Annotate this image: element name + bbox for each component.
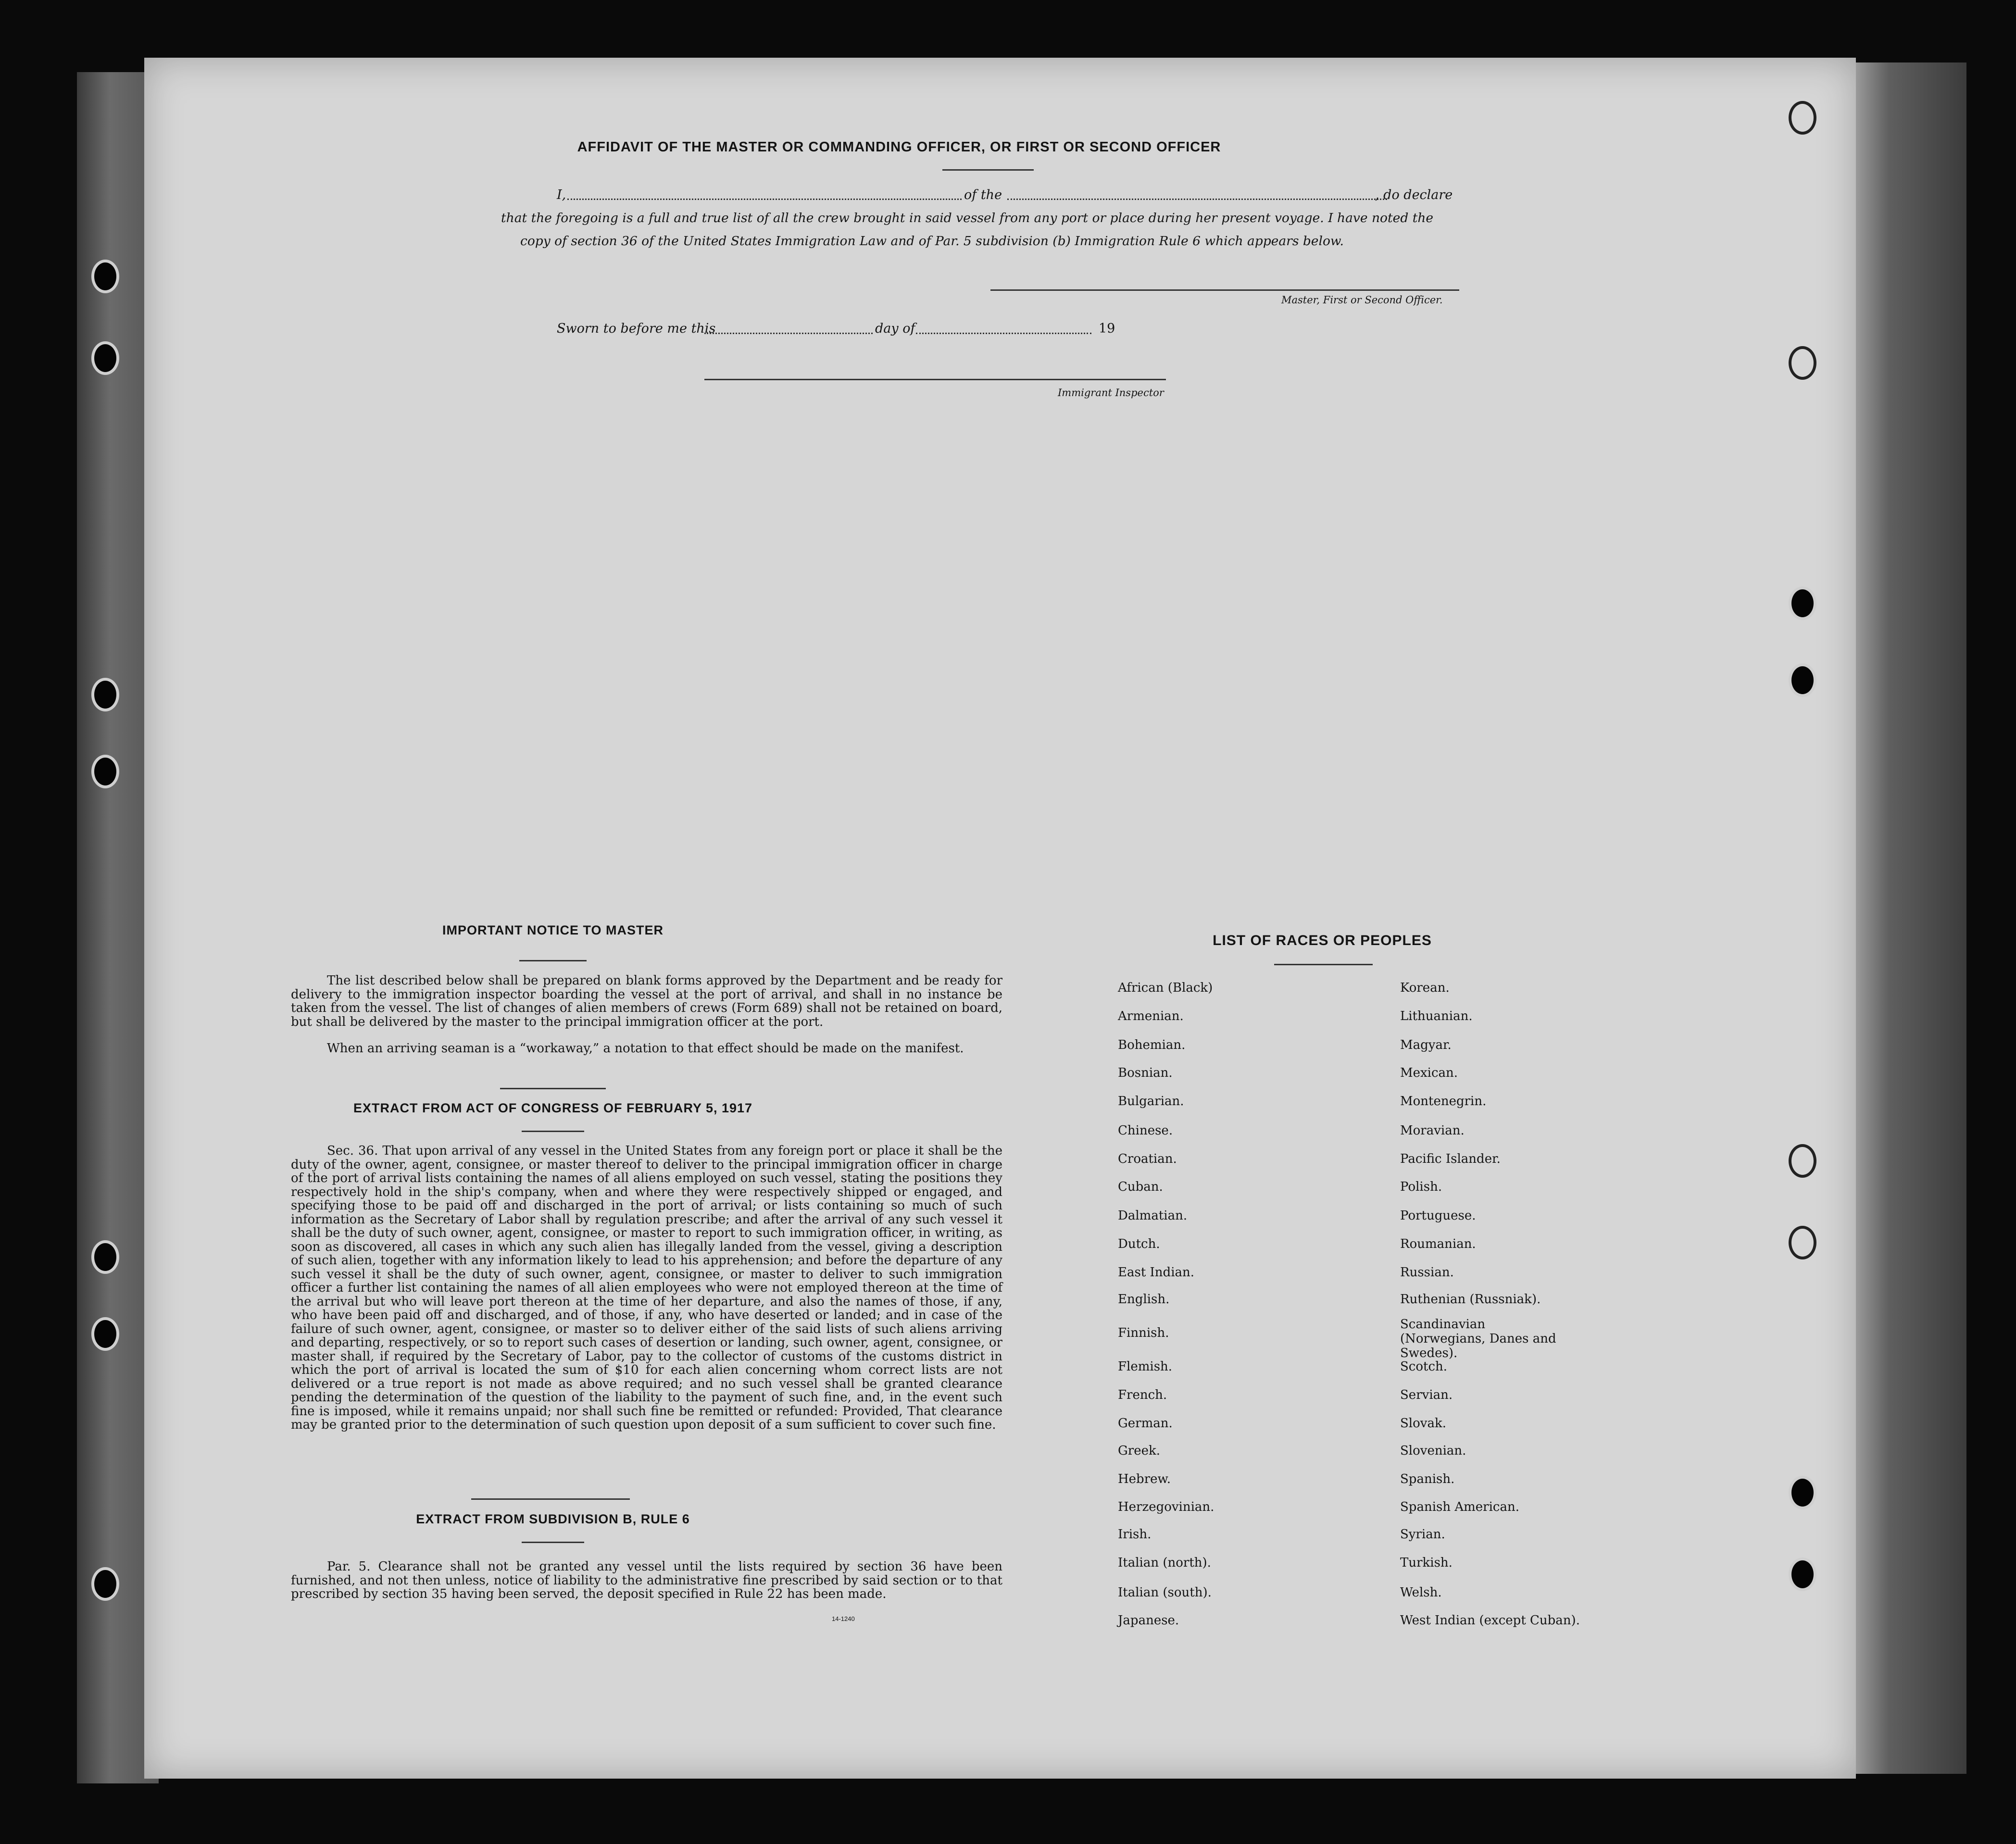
master-signature-line[interactable] [990,289,1459,291]
race-item: Cuban. [1118,1180,1163,1194]
race-item: Korean. [1400,981,1450,995]
race-item: Japanese. [1118,1613,1179,1628]
page-stack-edge [1856,62,1966,1774]
binder-hole [1789,663,1816,697]
binder-hole [1789,101,1816,135]
race-item: West Indian (except Cuban). [1400,1613,1580,1628]
race-item: Armenian. [1118,1009,1184,1023]
notice-rule [519,960,587,961]
race-item: Bosnian. [1118,1066,1173,1080]
sworn-label: Sworn to before me this [557,321,716,336]
race-item: Flemish. [1118,1359,1173,1374]
binder-hole [91,1240,119,1274]
name-blank-line[interactable] [567,199,962,200]
race-item: Portuguese. [1400,1209,1476,1223]
affidavit-title: AFFIDAVIT OF THE MASTER OR COMMANDING OFFICER, OR FIRST OR SECOND OFFICER [577,139,1221,155]
binder-hole [91,1567,119,1601]
race-item: Dutch. [1118,1237,1160,1251]
master-signature-label: Master, First or Second Officer. [1281,294,1443,306]
binder-hole [91,755,119,788]
sworn-date-blank[interactable] [704,333,873,334]
affidavit-line-3: copy of section 36 of the United States Immigration Law and of Par. 5 subdivision (b) Immigration Rule 6 which appears below. [520,234,1344,249]
race-item: Dalmatian. [1118,1209,1188,1223]
year-prefix: 19 [1099,321,1115,336]
affidavit-i-label: I, [557,187,566,202]
inspector-label: Immigrant Inspector [1058,387,1164,399]
race-item: Spanish. [1400,1472,1455,1486]
race-item: Roumanian. [1400,1237,1476,1251]
binder-hole [1789,586,1816,620]
form-number: 14-1240 [832,1615,855,1622]
rule-rule-bottom [522,1542,584,1543]
race-item: Polish. [1400,1180,1442,1194]
race-item: Italian (south). [1118,1585,1212,1600]
act-title: EXTRACT FROM ACT OF CONGRESS OF FEBRUARY 5, 1917 [353,1101,753,1115]
races-title: LIST OF RACES OR PEOPLES [1213,933,1432,948]
race-item: African (Black) [1118,981,1213,995]
act-rule-top [500,1088,606,1089]
race-item: Russian. [1400,1265,1454,1280]
race-item: French. [1118,1388,1167,1402]
race-item: Moravian. [1400,1123,1465,1138]
race-item: Lithuanian. [1400,1009,1473,1023]
notice-paragraph-1: The list described below shall be prepared on blank forms approved by the Department and be ready for delivery to the immigration inspector boarding the vessel at the port of arrival, and shall in no instance be taken from the vessel. The list of changes of alien members of crews (Form 689) shall not be retained on board, but shall be delivered by the master to the principal immigration officer at the port. [291,973,1002,1029]
act-section-36-text: Sec. 36. That upon arrival of any vessel in the United States from any foreign port or place it shall be the duty of the owner, agent, consignee, or master thereof to deliver to the principal immigration officer in charge of the port of arrival lists containing the names of all aliens employed on such vessel, stating the positions they respectively hold in the ship's company, when and where they were respectively shipped or engaged, and specifying those to be paid off and discharged in the port of arrival; or lists containing so much of such information as the Secretary of Labor shall by regulation prescribe; and after the arrival of any such vessel it shall be the duty of such owner, agent, consignee, or master to report to such immigration officer, in writing, as soon as discovered, all cases in which any such alien has illegally landed from the vessel, giving a description of such alien, together with any information likely to lead to his apprehension; and before the departure of any such vessel it shall be the duty of such owner, agent, consignee, or master to deliver to such immigration officer a further list containing the names of all alien employees who were not employed thereon at the time of the arrival but who will leave port thereon at the time of her departure, and also the names of those, if any, who have been paid off and discharged, and of those, if any, who have deserted or landed; and in case of the failure of such owner, agent, consignee, or master so to deliver either of the said lists of such aliens arriving and departing, respectively, or so to report such cases of desertion or landing, such owner, agent, consignee, or master shall, if required by the Secretary of Labor, pay to the collector of customs of the customs district in which the port of arrival is located the sum of $10 for each alien concerning whom correct lists are not delivered or a true report is not made as above required; and no such vessel shall be granted clearance pending the determination of the question of the liability to the payment of such fine, and, in the event such fine is imposed, while it remains unpaid; nor shall such fine be remitted or refunded: Provided, That clearance may be granted prior to the determination of such question upon deposit of a sum sufficient to cover such fine. [291,1144,1002,1432]
binder-hole [1789,346,1816,380]
title-rule [942,169,1034,171]
act-rule-bottom [522,1131,584,1132]
binder-hole [1789,1144,1816,1178]
affidavit-declare-label: , do declare [1375,187,1453,202]
race-item: Bulgarian. [1118,1094,1184,1109]
race-item: German. [1118,1416,1173,1431]
binder-hole [1789,1476,1816,1509]
race-item: Mexican. [1400,1066,1458,1080]
binder-hole [91,1317,119,1351]
race-item: English. [1118,1292,1170,1307]
race-item: Greek. [1118,1444,1160,1458]
affidavit-line-2: that the foregoing is a full and true list of all the crew brought in said vessel from any port or place during her present voyage. I have noted the [501,211,1434,225]
notice-title: IMPORTANT NOTICE TO MASTER [442,923,664,937]
race-item: Spanish American. [1400,1500,1520,1514]
race-item: Slovenian. [1400,1444,1466,1458]
race-item: Chinese. [1118,1123,1173,1138]
race-item: Magyar. [1400,1038,1452,1052]
race-item: Irish. [1118,1527,1152,1542]
day-of-label: day of [875,321,915,336]
race-item: Pacific Islander. [1400,1152,1501,1166]
race-item: Bohemian. [1118,1038,1186,1052]
race-item: Herzegovinian. [1118,1500,1215,1514]
inspector-signature-line[interactable] [704,379,1166,380]
race-item: East Indian. [1118,1265,1195,1280]
race-item: Slovak. [1400,1416,1446,1431]
vessel-blank-line[interactable] [1007,199,1387,200]
race-item: Ruthenian (Russniak). [1400,1292,1541,1307]
race-item: Hebrew. [1118,1472,1171,1486]
race-item: Syrian. [1400,1527,1445,1542]
binder-hole [91,678,119,711]
race-item: Montenegrin. [1400,1094,1487,1109]
race-item: Finnish. [1118,1326,1169,1340]
binder-hole [1789,1557,1816,1591]
race-item: Scandinavian (Norwegians, Danes and Swedes). [1400,1317,1556,1360]
race-item: Italian (north). [1118,1556,1211,1570]
affidavit-of-the-label: of the [964,187,1002,202]
binder-hole [1789,1226,1816,1259]
document-page [144,58,1856,1779]
race-item: Welsh. [1400,1585,1442,1600]
rule-paragraph-5-text: Par. 5. Clearance shall not be granted any vessel until the lists required by section 36 have been furnished, and not then unless, notice of liability to the administrative fine prescribed by said section or to that prescribed by section 35 having been served, the deposit specified in Rule 22 has been made. [291,1559,1002,1601]
binder-hole [91,341,119,375]
month-blank[interactable] [916,333,1091,334]
races-rule [1274,964,1373,965]
race-item: Turkish. [1400,1556,1453,1570]
notice-paragraph-2: When an arriving seaman is a “workaway,” a notation to that effect should be made on the manifest. [327,1041,964,1056]
race-item: Servian. [1400,1388,1453,1402]
rule-rule-top [471,1498,630,1500]
race-item: Croatian. [1118,1152,1177,1166]
binder-hole [91,260,119,293]
rule-title: EXTRACT FROM SUBDIVISION B, RULE 6 [416,1512,690,1526]
race-item: Scotch. [1400,1359,1448,1374]
